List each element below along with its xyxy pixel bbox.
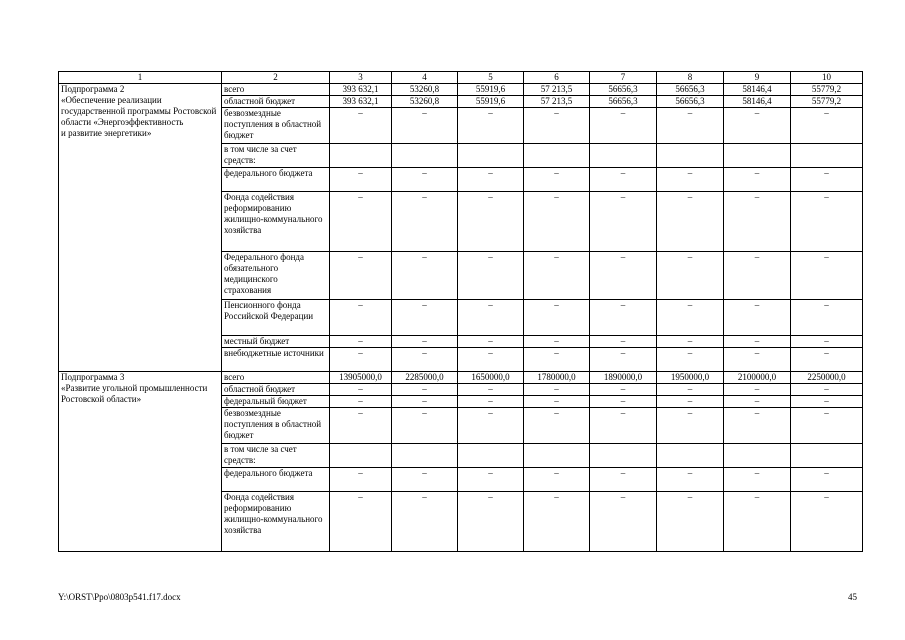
value-cell: –: [392, 168, 458, 192]
column-header: 8: [657, 72, 724, 84]
value-cell: –: [392, 336, 458, 348]
value-cell: –: [791, 252, 863, 300]
value-cell: –: [330, 492, 392, 552]
value-cell: –: [392, 492, 458, 552]
value-cell: 13905000,0: [330, 372, 392, 384]
value-cell: 56656,3: [590, 84, 657, 96]
value-cell: –: [590, 168, 657, 192]
value-cell: 56656,3: [657, 84, 724, 96]
value-cell: 2285000,0: [392, 372, 458, 384]
value-cell: –: [524, 384, 590, 396]
funding-source-label: областной бюджет: [222, 96, 330, 108]
value-cell: –: [330, 348, 392, 372]
value-cell: –: [330, 384, 392, 396]
value-cell: 393 632,1: [330, 96, 392, 108]
value-cell: –: [590, 408, 657, 444]
subprogram-title: Подпрограмма 2 «Обеспечение реализации государственной программы Ростовской области «Энергоэффективность и развитие энергетики»: [59, 84, 222, 372]
value-cell: –: [590, 192, 657, 252]
value-cell: –: [330, 252, 392, 300]
value-cell: –: [458, 300, 524, 336]
funding-source-label: Пенсионного фонда Российской Федерации: [222, 300, 330, 336]
value-cell: –: [590, 252, 657, 300]
value-cell: [392, 144, 458, 168]
table-row: [59, 372, 863, 384]
value-cell: –: [330, 168, 392, 192]
column-header: 7: [590, 72, 657, 84]
value-cell: –: [524, 492, 590, 552]
value-cell: –: [392, 192, 458, 252]
value-cell: –: [590, 108, 657, 144]
value-cell: 56656,3: [657, 96, 724, 108]
value-cell: –: [330, 336, 392, 348]
value-cell: –: [590, 468, 657, 492]
value-cell: –: [657, 384, 724, 396]
value-cell: –: [330, 300, 392, 336]
column-header: 9: [724, 72, 791, 84]
value-cell: 57 213,5: [524, 84, 590, 96]
value-cell: 53260,8: [392, 96, 458, 108]
value-cell: –: [392, 348, 458, 372]
value-cell: –: [724, 384, 791, 396]
value-cell: –: [724, 348, 791, 372]
funding-source-label: внебюджетные источники: [222, 348, 330, 372]
value-cell: [392, 444, 458, 468]
value-cell: [458, 444, 524, 468]
funding-source-label: всего: [222, 84, 330, 96]
value-cell: 57 213,5: [524, 96, 590, 108]
value-cell: –: [392, 252, 458, 300]
value-cell: –: [458, 108, 524, 144]
value-cell: –: [590, 348, 657, 372]
value-cell: –: [791, 108, 863, 144]
value-cell: 55919,6: [458, 84, 524, 96]
funding-source-label: в том числе за счет средств:: [222, 144, 330, 168]
value-cell: –: [524, 252, 590, 300]
value-cell: [657, 144, 724, 168]
funding-source-label: безвозмездные поступления в областной бюджет: [222, 408, 330, 444]
value-cell: [657, 444, 724, 468]
value-cell: –: [791, 168, 863, 192]
value-cell: –: [657, 492, 724, 552]
value-cell: –: [724, 396, 791, 408]
funding-source-label: местный бюджет: [222, 336, 330, 348]
value-cell: –: [724, 468, 791, 492]
value-cell: –: [330, 396, 392, 408]
column-header: 2: [222, 72, 330, 84]
budget-table: [58, 71, 863, 552]
value-cell: –: [392, 396, 458, 408]
value-cell: –: [392, 300, 458, 336]
value-cell: 2250000,0: [791, 372, 863, 384]
value-cell: [524, 144, 590, 168]
value-cell: –: [458, 336, 524, 348]
value-cell: –: [590, 396, 657, 408]
value-cell: –: [791, 396, 863, 408]
value-cell: –: [392, 384, 458, 396]
value-cell: –: [657, 348, 724, 372]
value-cell: 55779,2: [791, 84, 863, 96]
value-cell: 1890000,0: [590, 372, 657, 384]
value-cell: –: [724, 108, 791, 144]
page-number: 45: [848, 592, 857, 602]
value-cell: –: [657, 336, 724, 348]
value-cell: [330, 444, 392, 468]
column-header: 3: [330, 72, 392, 84]
funding-source-label: безвозмездные поступления в областной бюджет: [222, 108, 330, 144]
funding-source-label: всего: [222, 372, 330, 384]
value-cell: –: [524, 468, 590, 492]
value-cell: –: [724, 300, 791, 336]
funding-source-label: в том числе за счет средств:: [222, 444, 330, 468]
value-cell: –: [458, 168, 524, 192]
value-cell: –: [657, 192, 724, 252]
funding-source-label: федерального бюджета: [222, 168, 330, 192]
value-cell: [524, 444, 590, 468]
column-header: 1: [59, 72, 222, 84]
value-cell: 1950000,0: [657, 372, 724, 384]
value-cell: –: [524, 108, 590, 144]
column-header: 10: [791, 72, 863, 84]
value-cell: –: [524, 408, 590, 444]
value-cell: –: [458, 348, 524, 372]
value-cell: –: [724, 168, 791, 192]
funding-source-label: областной бюджет: [222, 384, 330, 396]
value-cell: [791, 144, 863, 168]
value-cell: 2100000,0: [724, 372, 791, 384]
value-cell: 58146,4: [724, 84, 791, 96]
value-cell: –: [657, 300, 724, 336]
value-cell: –: [330, 108, 392, 144]
value-cell: [590, 144, 657, 168]
funding-source-label: Фонда содействия реформированию жилищно-коммунального хозяйства: [222, 492, 330, 552]
value-cell: –: [458, 252, 524, 300]
value-cell: –: [458, 492, 524, 552]
value-cell: 55779,2: [791, 96, 863, 108]
file-path: Y:\ORST\Ppo\0803p541.f17.docx: [58, 592, 181, 602]
value-cell: –: [791, 348, 863, 372]
value-cell: –: [724, 252, 791, 300]
value-cell: –: [724, 192, 791, 252]
subprogram-title: Подпрограмма 3 «Развитие угольной промышленности Ростовской области»: [59, 372, 222, 552]
value-cell: –: [524, 192, 590, 252]
value-cell: –: [724, 408, 791, 444]
value-cell: 56656,3: [590, 96, 657, 108]
value-cell: –: [657, 252, 724, 300]
value-cell: –: [791, 468, 863, 492]
value-cell: –: [524, 336, 590, 348]
column-header: 5: [458, 72, 524, 84]
value-cell: –: [330, 192, 392, 252]
funding-source-label: Федерального фонда обязательного медицинского страхования: [222, 252, 330, 300]
table-header-row: [59, 72, 863, 84]
value-cell: –: [657, 408, 724, 444]
value-cell: –: [724, 492, 791, 552]
value-cell: 1780000,0: [524, 372, 590, 384]
table-row: [59, 84, 863, 96]
funding-source-label: Фонда содействия реформированию жилищно-коммунального хозяйства: [222, 192, 330, 252]
value-cell: 53260,8: [392, 84, 458, 96]
value-cell: –: [524, 396, 590, 408]
value-cell: –: [330, 408, 392, 444]
value-cell: –: [791, 384, 863, 396]
value-cell: [330, 144, 392, 168]
value-cell: –: [590, 384, 657, 396]
value-cell: –: [657, 468, 724, 492]
value-cell: –: [458, 384, 524, 396]
value-cell: –: [392, 408, 458, 444]
value-cell: –: [392, 468, 458, 492]
value-cell: –: [791, 300, 863, 336]
value-cell: –: [458, 192, 524, 252]
value-cell: [724, 144, 791, 168]
value-cell: –: [524, 348, 590, 372]
value-cell: –: [524, 300, 590, 336]
value-cell: –: [524, 168, 590, 192]
value-cell: –: [590, 336, 657, 348]
value-cell: –: [791, 192, 863, 252]
value-cell: –: [791, 336, 863, 348]
value-cell: –: [657, 168, 724, 192]
value-cell: [791, 444, 863, 468]
funding-source-label: федерального бюджета: [222, 468, 330, 492]
value-cell: –: [657, 108, 724, 144]
value-cell: –: [657, 396, 724, 408]
value-cell: –: [724, 336, 791, 348]
value-cell: –: [330, 468, 392, 492]
value-cell: –: [458, 408, 524, 444]
value-cell: [724, 444, 791, 468]
value-cell: –: [590, 492, 657, 552]
funding-source-label: федеральный бюджет: [222, 396, 330, 408]
value-cell: 55919,6: [458, 96, 524, 108]
value-cell: –: [392, 108, 458, 144]
value-cell: –: [791, 408, 863, 444]
value-cell: [590, 444, 657, 468]
value-cell: 393 632,1: [330, 84, 392, 96]
value-cell: 1650000,0: [458, 372, 524, 384]
value-cell: –: [590, 300, 657, 336]
value-cell: [458, 144, 524, 168]
value-cell: –: [458, 396, 524, 408]
column-header: 4: [392, 72, 458, 84]
column-header: 6: [524, 72, 590, 84]
value-cell: 58146,4: [724, 96, 791, 108]
value-cell: –: [458, 468, 524, 492]
value-cell: –: [791, 492, 863, 552]
